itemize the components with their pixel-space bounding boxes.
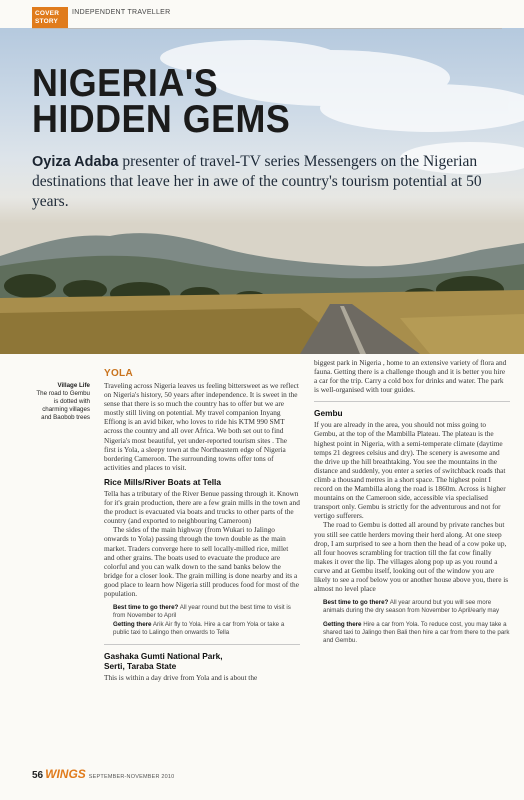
paragraph: This is within a day drive from Yola and is about the [104, 673, 258, 683]
caption-title: Village Life [57, 382, 90, 389]
tip-text: Hire a car from Yola. To reduce cost, you may take a shared taxi to Jalingo then Bali then hire a car from there to the park and Gembu. [323, 621, 510, 645]
travel-tip [323, 599, 510, 615]
article-column-1 [104, 368, 300, 682]
issue-date: SEPTEMBER-NOVEMBER 2010 [88, 774, 175, 780]
travel-tip [113, 604, 300, 620]
header-strip [32, 7, 171, 27]
cover-story-badge: COVER STORY [32, 7, 68, 29]
subheading-gashaka [104, 651, 300, 671]
paragraph: Traveling across Nigeria leaves us feeling bittersweet as we reflect on Nigeria's history, 50 years after independence. It is sweet in the sense that there is so much the country has to offer but we are mostly still living on potential. My travel companion Inyang Effiong is an avid biker, who loves to ride his KTM 990 SMT across the country and all over Africa. We both set out to find Nigeria's most beautiful, yet under-reported tourism sites . The first is Yola, a sleepy town at the Northeastern edge of Nigeria bordering Cameroon. The surrounding towns offer tons of activities and places to visit. [104, 381, 299, 472]
paragraph: biggest park in Nigeria , home to an extensive variety of flora and fauna. Getting there is a challenge though and it is better you hire a car for the trip. Carry a cold box for drinks and water. The park is well-organised with tour guides. [314, 358, 507, 395]
section-divider [314, 401, 510, 402]
photo-caption [32, 382, 90, 422]
subheading-line: Serti, Taraba State [104, 661, 177, 672]
section-kicker-yola: YOLA [104, 368, 133, 379]
subheading-line: Gashaka Gumti National Park, [104, 651, 223, 662]
paragraph: The sides of the main highway (from Wukari to Jalingo onwards to Yola) passing through the town double as the main market. Traders converge here to sell locally-milled rice, millet and other grains. The boats used to evacuate the produce are colorful and you can walk down to the sand banks below the bridge for a closer look. The grain milling is done nearby and its a good place to learn how Nigeria still produces food for most of the population. [104, 525, 299, 598]
tip-text: Arik Air fly to Yola. Hire a car from Yola or take a public taxi to Lalingo then onwards to Tella [113, 621, 285, 637]
tip-label: Best time to go there? [113, 604, 179, 612]
page-footer [32, 767, 174, 781]
standfirst [32, 152, 502, 212]
paragraph: If you are already in the area, you should not miss going to Gembu, at the top of the Mambilla Plateau. The plateau is the highest point in Nigeria, with a semi-temperate climate (daytime temps 21 degrees celsius and dry). The scenery is awesome and the drive up the hill breathtaking. You see the mountains in the distance and suddenly, you enter a series of switchback roads that climb a thousand metres in a short space. The highest point I record on the Mambilla along the road is 1860m. Across is higher mountains on the Cameroon side, accessible via specialised transport only. Gembu is strictly for the adventurous and not for vertigo sufferers. [314, 420, 506, 521]
author-name: Oyiza Adaba [32, 154, 119, 170]
travel-tip [323, 621, 510, 645]
paragraph: Tella has a tributary of the River Benue passing through it. Known for it's grain production, there are a few grain mills in the town and the product is evacuated via boats and trucks to other parts of the country (and exported to neighbouring Cameroon) [104, 488, 300, 526]
tip-label: Getting there [113, 621, 152, 629]
headline [32, 62, 291, 141]
tip-label: Getting there [323, 621, 362, 629]
standfirst-text: presenter of travel-TV series Messengers on the Nigerian destinations that leave her in awe of the country's tourism potential at 50 years. [32, 153, 482, 210]
tip-label: Best time to go there? [323, 599, 389, 607]
subheading-tella: Rice Mills/River Boats at Tella [104, 476, 221, 487]
paragraph: The road to Gembu is dotted all around by private ranches but you still see cattle herders moving their herd along. At one steep drop, I am surprised to see a horn then the head of a cow poke up, all four hooves scrambling for traction till the fat cow finally makes it over the lip. The villages along pop up as you round a curve and at Gembu itself, looking out of the window you are likely to see a roof below you or another house above you, there is almost no level place [314, 520, 509, 594]
caption-text: The road to Gembu is dotted with charming villages and Baobob trees [36, 390, 90, 421]
tip-text: All year round but the best time to visit is from November to April [113, 604, 291, 620]
travel-tip [113, 621, 300, 637]
header-rule [32, 28, 502, 29]
article-column-2 [314, 358, 510, 645]
magazine-logo: WINGS [45, 767, 86, 781]
tip-text: All year around but you will see more animals during the dry season from November to April/early may [323, 599, 500, 615]
section-divider [104, 644, 300, 645]
subheading-gembu: Gembu [314, 408, 343, 419]
section-label: INDEPENDENT TRAVELLER [72, 9, 171, 16]
headline-line-1: NIGERIA'S [32, 62, 219, 105]
page-number: 56 [32, 770, 44, 781]
headline-line-2: HIDDEN GEMS [32, 98, 291, 141]
